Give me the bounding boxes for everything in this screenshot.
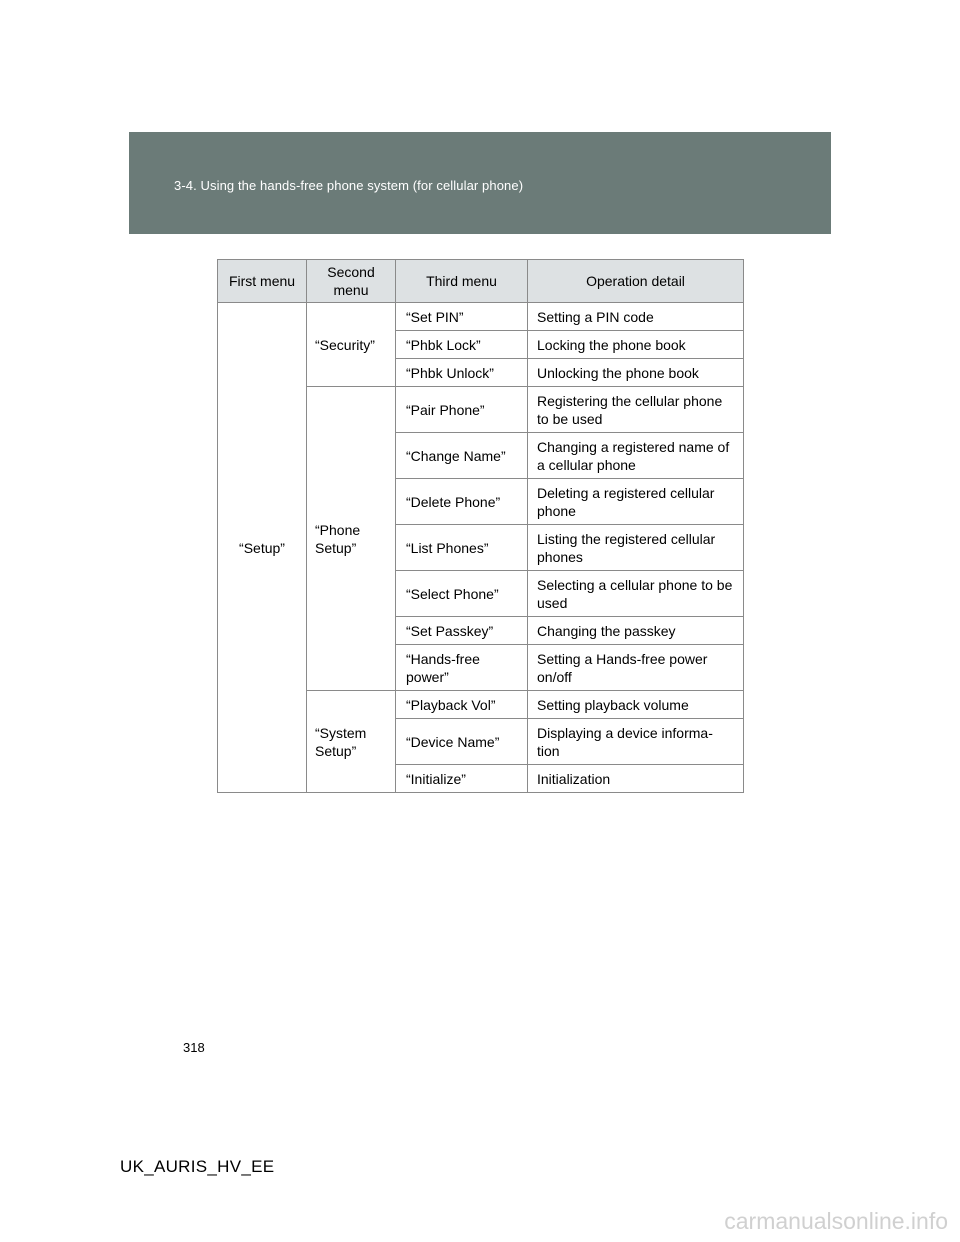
second-menu-cell: “Security” <box>307 303 396 387</box>
third-menu-cell: “Pair Phone” <box>396 387 528 433</box>
column-header: First menu <box>218 260 307 303</box>
second-menu-cell: “System Setup” <box>307 691 396 793</box>
column-header: Operation detail <box>528 260 744 303</box>
operation-detail-cell: Changing a registered name of a cellular phone <box>528 433 744 479</box>
section-header-band <box>129 132 831 234</box>
third-menu-cell: “Device Name” <box>396 719 528 765</box>
operation-detail-cell: Registering the cellular phone to be used <box>528 387 744 433</box>
operation-detail-cell: Displaying a device informa-tion <box>528 719 744 765</box>
menu-table <box>217 259 744 793</box>
third-menu-cell: “Delete Phone” <box>396 479 528 525</box>
column-header: Third menu <box>396 260 528 303</box>
operation-detail-cell: Changing the passkey <box>528 617 744 645</box>
operation-detail-cell: Locking the phone book <box>528 331 744 359</box>
third-menu-cell: “Set PIN” <box>396 303 528 331</box>
third-menu-cell: “Playback Vol” <box>396 691 528 719</box>
operation-detail-cell: Setting a Hands-free power on/off <box>528 645 744 691</box>
table-row <box>218 303 744 331</box>
operation-detail-cell: Setting playback volume <box>528 691 744 719</box>
first-menu-cell: “Setup” <box>218 303 307 793</box>
third-menu-cell: “Hands-free power” <box>396 645 528 691</box>
third-menu-cell: “Set Passkey” <box>396 617 528 645</box>
third-menu-cell: “List Phones” <box>396 525 528 571</box>
operation-detail-cell: Selecting a cellular phone to be used <box>528 571 744 617</box>
third-menu-cell: “Phbk Unlock” <box>396 359 528 387</box>
operation-detail-cell: Deleting a registered cellular phone <box>528 479 744 525</box>
table-body <box>218 303 744 793</box>
table-header-row <box>218 260 744 303</box>
third-menu-cell: “Select Phone” <box>396 571 528 617</box>
section-title: 3-4. Using the hands-free phone system (for cellular phone) <box>174 178 524 193</box>
watermark: carmanualsonline.info <box>724 1208 948 1234</box>
operation-detail-cell: Unlocking the phone book <box>528 359 744 387</box>
third-menu-cell: “Phbk Lock” <box>396 331 528 359</box>
operation-detail-cell: Setting a PIN code <box>528 303 744 331</box>
operation-detail-cell: Listing the registered cellular phones <box>528 525 744 571</box>
second-menu-cell: “Phone Setup” <box>307 387 396 691</box>
operation-detail-cell: Initialization <box>528 765 744 793</box>
page-number: 318 <box>183 1040 205 1055</box>
document-code: UK_AURIS_HV_EE <box>120 1157 275 1176</box>
third-menu-cell: “Change Name” <box>396 433 528 479</box>
column-header: Second menu <box>307 260 396 303</box>
third-menu-cell: “Initialize” <box>396 765 528 793</box>
